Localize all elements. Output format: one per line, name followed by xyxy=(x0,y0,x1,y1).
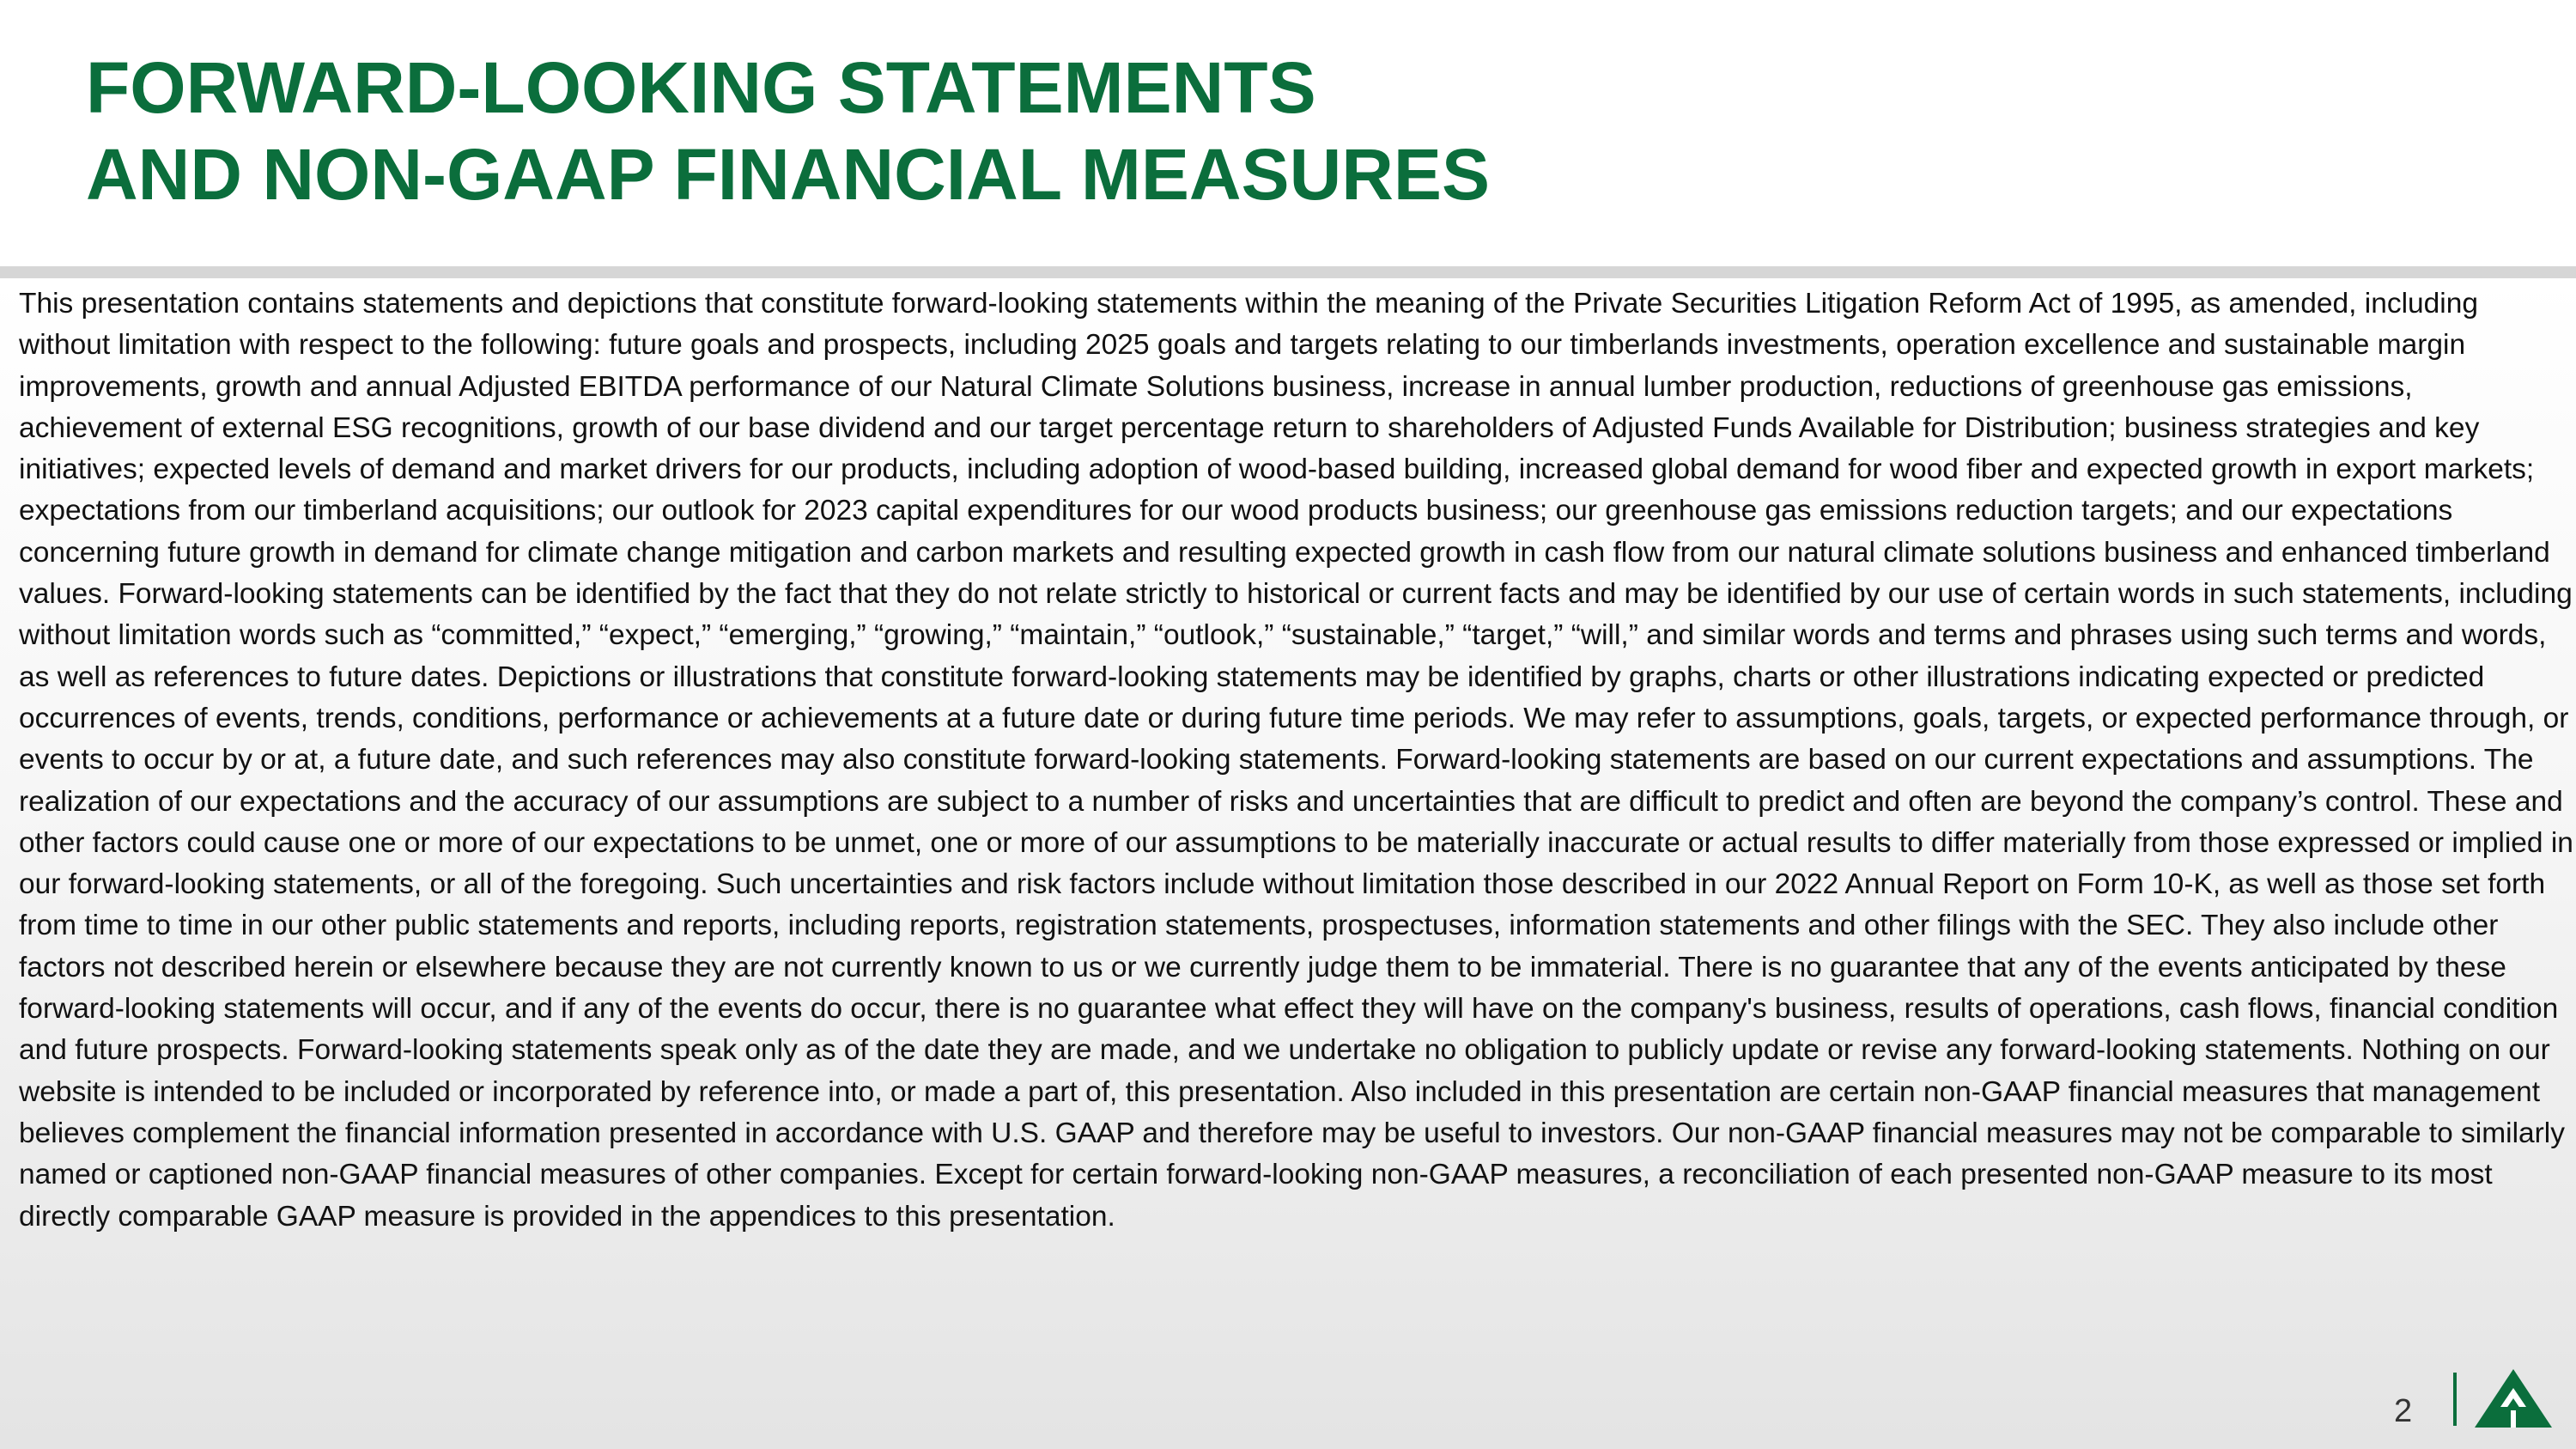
company-tree-logo-icon xyxy=(2473,1367,2554,1429)
slide-header xyxy=(0,0,2576,266)
header-divider xyxy=(0,266,2576,278)
footer-separator xyxy=(2453,1373,2457,1426)
page-number: 2 xyxy=(2394,1393,2413,1429)
slide-title-line-1: FORWARD-LOOKING STATEMENTS xyxy=(86,47,1316,128)
slide-title xyxy=(86,45,1490,218)
disclaimer-body-text: This presentation contains statements and depictions that constitute forward-looking statements within the meaning of the Private Securities Litigation Reform Act of 1995, as amended, including without limitation with respect to the following: future goals and prospects, including 2025 goals and targets relating to our timberlands investments, operation excellence and sustainable margin improvements, growth and annual Adjusted EBITDA performance of our Natural Climate Solutions business, increase in annual lumber production, reductions of greenhouse gas emissions, achievement of external ESG recognitions, growth of our base dividend and our target percentage return to shareholders of Adjusted Funds Available for Distribution; business strategies and key initiatives; expected levels of demand and market drivers for our products, including adoption of wood-based building, increased global demand for wood fiber and expected growth in export markets; expectations from our timberland acquisitions; our outlook for 2023 capital expenditures for our wood products business; our greenhouse gas emissions reduction targets; and our expectations concerning future growth in demand for climate change mitigation and carbon markets and resulting expected growth in cash flow from our natural climate solutions business and enhanced timberland values. Forward-looking statements can be identified by the fact that they do not relate strictly to historical or current facts and may be identified by our use of certain words in such statements, including without limitation words such as “committed,” “expect,” “emerging,” “growing,” “maintain,” “outlook,” “sustainable,” “target,” “will,” and similar words and terms and phrases using such terms and words, as well as references to future dates. Depictions or illustrations that constitute forward-looking statements may be identified by graphs, charts or other illustrations indicating expected or predicted occurrences of events, trends, conditions, performance or achievements at a future date or during future time periods. We may refer to assumptions, goals, targets, or expected performance through, or events to occur by or at, a future date, and such references may also constitute forward-looking statements. Forward-looking statements are based on our current expectations and assumptions. The realization of our expectations and the accuracy of our assumptions are subject to a number of risks and uncertainties that are difficult to predict and often are beyond the company’s control. These and other factors could cause one or more of our expectations to be unmet, one or more of our assumptions to be materially inaccurate or actual results to differ materially from those expressed or implied in our forward-looking statements, or all of the foregoing. Such uncertainties and risk factors include without limitation those described in our 2022 Annual Report on Form 10-K, as well as those set forth from time to time in our other public statements and reports, including reports, registration statements, prospectuses, information statements and other filings with the SEC. They also include other factors not described herein or elsewhere because they are not currently known to us or we currently judge them to be immaterial. There is no guarantee that any of the events anticipated by these forward-looking statements will occur, and if any of the events do occur, there is no guarantee what effect they will have on the company's business, results of operations, cash flows, financial condition and future prospects. Forward-looking statements speak only as of the date they are made, and we undertake no obligation to publicly update or revise any forward-looking statements. Nothing on our website is intended to be included or incorporated by reference into, or made a part of, this presentation. Also included in this presentation are certain non-GAAP financial measures that management believes complement the financial information presented in accordance with U.S. GAAP and therefore may be useful to investors. Our non-GAAP financial measures may not be comparable to similarly named or captioned non-GAAP financial measures of other companies. Except for certain forward-looking non-GAAP measures, a reconciliation of each presented non-GAAP measure to its most directly comparable GAAP measure is provided in the appendices to this presentation. xyxy=(19,288,2573,1233)
slide-title-line-2: AND NON-GAAP FINANCIAL MEASURES xyxy=(86,134,1490,215)
